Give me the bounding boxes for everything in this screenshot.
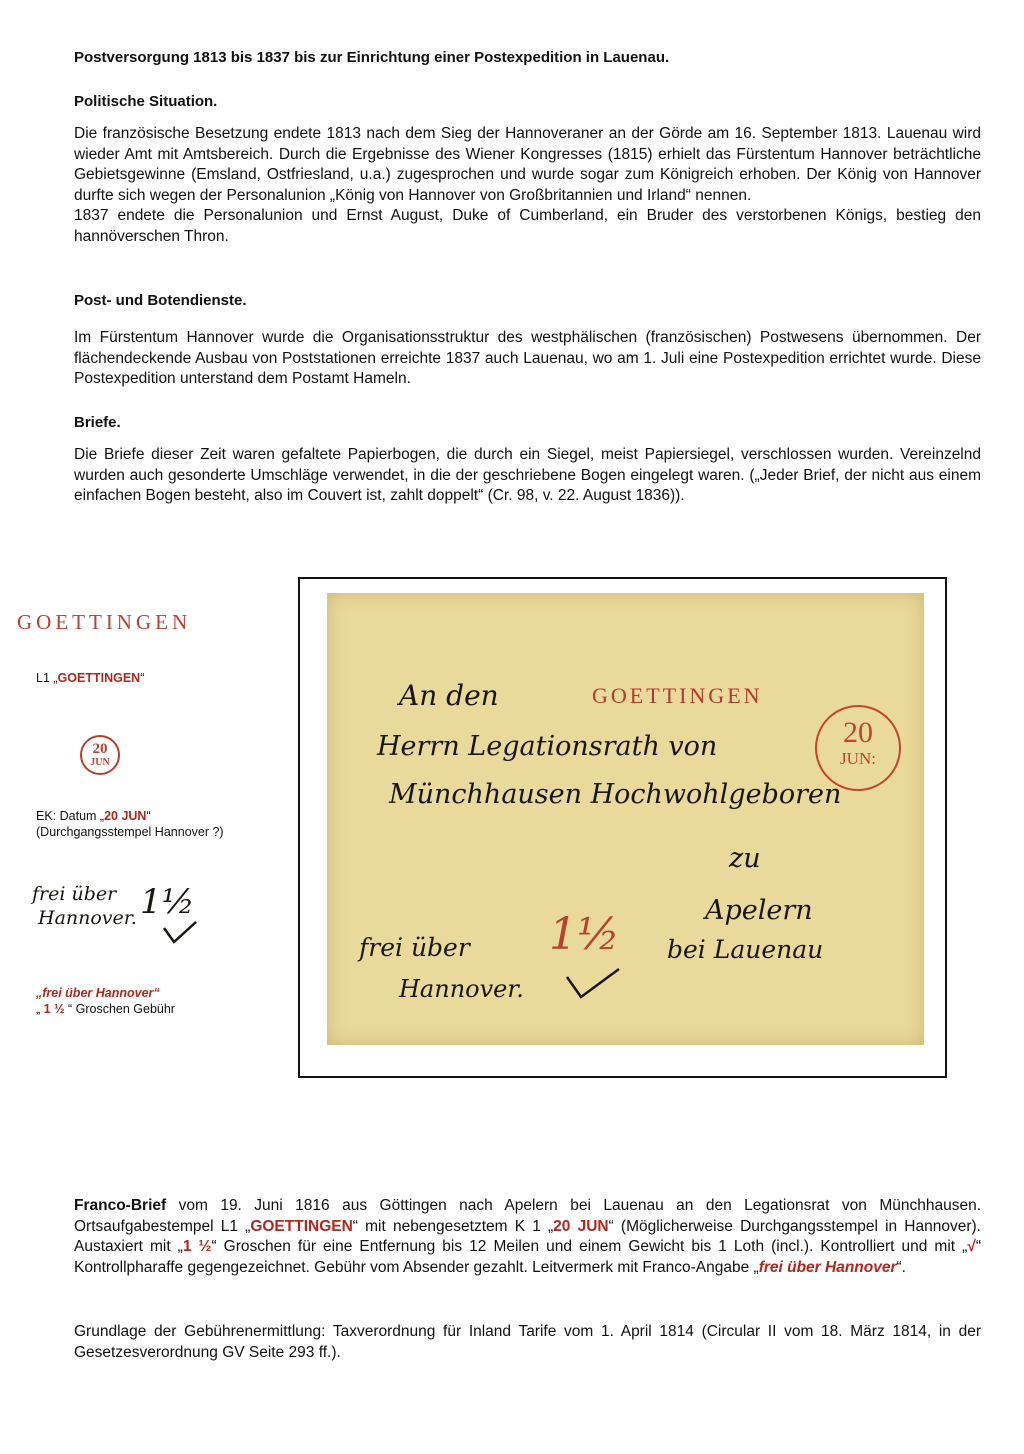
caption-l1-red: GOETTINGEN — [57, 671, 141, 685]
caption-l1-suffix: “ — [140, 671, 145, 685]
frei-ueber-detail-line2: Hannover. — [38, 907, 137, 929]
politik-paragraph-2: 1837 endete die Personalunion und Ernst August, Duke of Cumberland, ein Bruder des verstorbenen Königs, bestieg den hannöverschen Thron. — [74, 207, 981, 245]
caption-ek-line1 — [36, 808, 224, 824]
letter-line-zu: zu — [729, 843, 761, 874]
politik-paragraph-1: Die französische Besetzung endete 1813 nach dem Sieg der Hannoveraner an der Görde am 16. September 1813. Lauenau wird wieder Amt mit Amtsbereich. Durch die Ergebnisse des Wiener Kongresses (1815) erhielt das Fürstentum Hannover beträchtliche Gebietsgewinne (Emsland, Ostfriesland, u.a.) zugesprochen und wurde sogar zum Königreich erhoben. Der König von Hannover durfte sich wegen der Personalunion „König von Hannover von Großbritannien und Irland“ nennen. — [74, 125, 981, 204]
desc-red-frei: frei über Hannover — [758, 1258, 897, 1276]
frei-ueber-detail-line1: frei über — [32, 883, 117, 905]
goettingen-stamp-detail: GOETTINGEN — [17, 610, 192, 634]
desc-bold-title: Franco-Brief — [74, 1197, 167, 1214]
caption-ek-prefix: EK: Datum „ — [36, 809, 105, 823]
caption-frei-fee: 1 ½ — [40, 1002, 65, 1016]
letter-checkmark-icon — [563, 963, 623, 1003]
letter-line-hannover: Hannover. — [399, 975, 524, 1003]
section-text-politik — [74, 124, 981, 247]
k1-day: 20 — [92, 741, 108, 757]
fee-detail: 1½ — [140, 882, 195, 922]
desc-part-c: “ (Möglicherweise Durchgangsstempel in Hannover). Austaxiert mit „ — [74, 1217, 981, 1255]
section-text-post: Im Fürstentum Hannover wurde die Organisationsstruktur des westphälischen (französischen) Postwesens übernommen. Der flächendeckende Ausbau von Poststationen erreichte 1837 auch Lauenau, wo am 1. Juli eine Postexpedition errichtet wurde. Diese Postexpedition unterstand dem Postamt Hameln. — [74, 329, 981, 387]
letter-line-an-den: An den — [399, 679, 499, 712]
letter-goettingen-stamp: GOETTINGEN — [592, 683, 763, 708]
letter-frame — [298, 577, 947, 1078]
section-title-politik: Politische Situation. — [74, 93, 218, 110]
description-paragraph — [74, 1196, 981, 1278]
section-title-briefe: Briefe. — [74, 414, 121, 431]
letter-k1-month: JUN: — [840, 749, 876, 768]
desc-red-goettingen: GOETTINGEN — [250, 1217, 353, 1235]
caption-frei-suffix: “ Groschen Gebühr — [64, 1002, 175, 1016]
caption-ek — [36, 808, 224, 840]
caption-l1 — [36, 670, 144, 686]
section-title-post: Post- und Botendienste. — [74, 292, 247, 309]
frei-ueber-detail — [32, 882, 137, 930]
desc-part-d: “ Groschen für eine Entfernung bis 12 Meilen und einem Gewicht bis 1 Loth (incl.). Kontrolliert und mit „ — [211, 1238, 968, 1255]
desc-part-b: “ mit nebengesetztem K 1 „ — [352, 1217, 554, 1235]
letter-image — [327, 593, 924, 1045]
caption-frei-prefix: „ — [36, 1002, 41, 1016]
checkmark-detail-icon — [160, 918, 200, 948]
letter-line-muenchhausen: Münchhausen Hochwohlgeboren — [389, 779, 842, 810]
caption-frei-line1 — [36, 985, 175, 1001]
k1-stamp-detail — [80, 735, 120, 775]
caption-ek-suffix: “ — [146, 809, 151, 823]
letter-fee: 1½ — [549, 909, 620, 960]
caption-l1-prefix: L1 „ — [36, 671, 58, 685]
desc-red-fee: 1 ½ — [182, 1238, 212, 1255]
caption-ek-line2: (Durchgangsstempel Hannover ?) — [36, 825, 224, 839]
desc-part-a: vom 19. Juni 1816 aus Göttingen nach Apelern bei Lauenau an den Legationsrat von Münchhausen. Ortsaufgabestempel L1 „ — [74, 1197, 981, 1235]
letter-line-frei-ueber: frei über — [359, 933, 470, 962]
desc-part-e: “ Kontrollpharaffe gegengezeichnet. Gebühr vom Absender gezahlt. Leitvermerk mit Franco-Angabe „ — [74, 1238, 981, 1276]
section-text-briefe: Die Briefe dieser Zeit waren gefaltete Papierbogen, die durch ein Siegel, meist Papiersiegel, verschlossen wurden. Vereinzelnd wurden auch gesonderte Umschläge verwendet, in die der geschriebene Bogen eingelegt waren. („Jeder Brief, der nicht aus einem einfachen Bogen besteht, also im Couvert ist, zahlt doppelt“ (Cr. 98, v. 22. August 1836)). — [74, 446, 981, 504]
description-grundlage: Grundlage der Gebührenermittlung: Taxverordnung für Inland Tarife vom 1. April 1814 (Circular II vom 18. März 1814, in der Gesetzesverordnung GV Seite 293 ff.). — [74, 1323, 981, 1361]
letter-line-herrn: Herrn Legationsrath von — [377, 731, 718, 762]
caption-frei-red: „frei über Hannover“ — [36, 986, 160, 1000]
letter-line-bei-lauenau: bei Lauenau — [667, 935, 824, 964]
caption-ek-red: 20 JUN — [104, 809, 147, 823]
desc-red-date: 20 JUN — [553, 1217, 609, 1235]
letter-line-apelern: Apelern — [705, 895, 813, 926]
caption-frei — [36, 985, 175, 1017]
desc-part-f: “. — [896, 1258, 906, 1276]
page-title: Postversorgung 1813 bis 1837 bis zur Einrichtung einer Postexpedition in Lauenau. — [74, 49, 670, 66]
letter-k1-day: 20 — [843, 716, 873, 749]
k1-month: JUN — [90, 757, 110, 768]
desc-red-check: √ — [967, 1238, 976, 1255]
caption-frei-line2 — [36, 1001, 175, 1017]
